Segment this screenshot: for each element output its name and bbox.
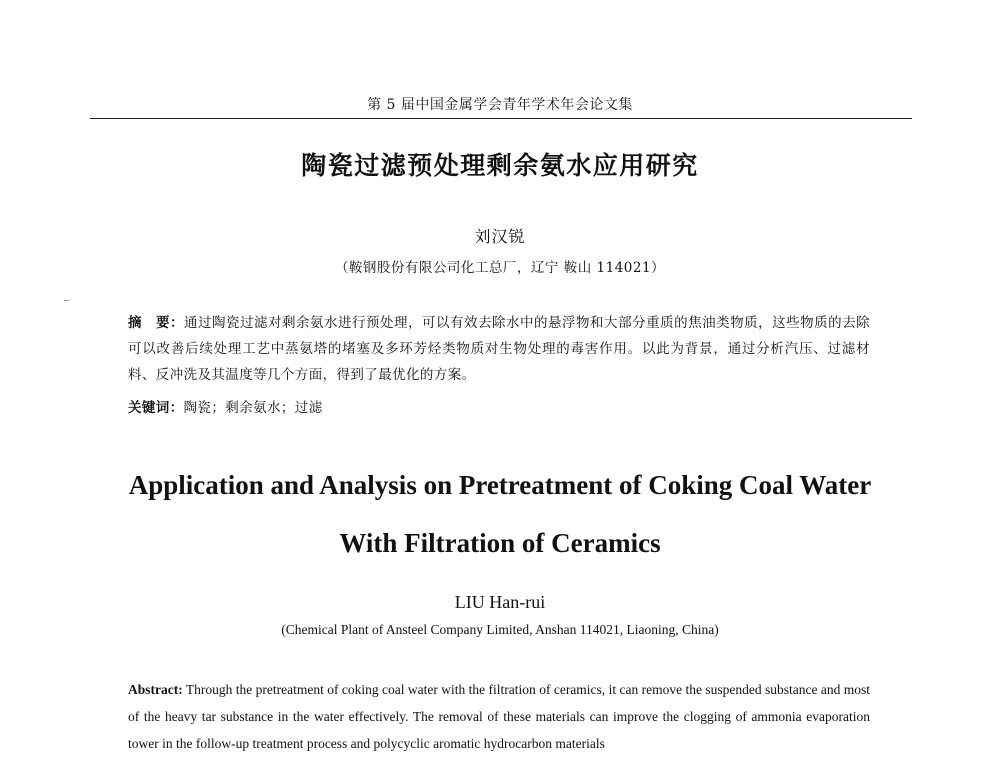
- chinese-abstract-label: 摘 要：: [128, 315, 185, 331]
- chinese-abstract-text: 通过陶瓷过滤对剩余氨水进行预处理，可以有效去除水中的悬浮物和大部分重质的焦油类物质，这些物质的去除可以改善后续处理工艺中蒸氨塔的堵塞及多环芳烃类物质对生物处理的毒害作用。以此为背景，通过分析汽压、过滤材料、反冲洗及其温度等几个方面，得到了最优化的方案。: [128, 315, 870, 383]
- running-header: 第 5 届中国金属学会青年学术年会论文集: [367, 97, 633, 113]
- english-title-line-1: Application and Analysis on Pretreatment of Coking Coal Water: [128, 470, 872, 500]
- english-affiliation: (Chemical Plant of Ansteel Company Limited, Anshan 114021, Liaoning, China): [281, 622, 719, 637]
- english-title: [0, 456, 1000, 572]
- chinese-abstract: [128, 310, 870, 388]
- chinese-keywords-label: 关键词：: [128, 400, 184, 416]
- chinese-author: 刘汉锐: [474, 227, 526, 246]
- english-abstract-label: Abstract:: [128, 682, 183, 697]
- header-divider: [90, 118, 912, 119]
- chinese-title: 陶瓷过滤预处理剩余氨水应用研究: [301, 151, 699, 180]
- english-author: LIU Han-rui: [454, 592, 546, 612]
- scan-artifact: [64, 300, 69, 301]
- chinese-affiliation: （鞍钢股份有限公司化工总厂，辽宁 鞍山 114021）: [334, 260, 666, 276]
- english-abstract: [128, 676, 870, 757]
- english-title-line-2: With Filtration of Ceramics: [339, 528, 661, 558]
- english-abstract-text: Through the pretreatment of coking coal water with the filtration of ceramics, it can remove the suspended substance and most of the heavy tar substance in the water effectively. The removal of these materials can improve the clogging of ammonia evaporation tower in the follow-up treatment process and polycyclic aromatic hydrocarbon materials: [128, 682, 870, 751]
- chinese-keywords-text: 陶瓷；剩余氨水；过滤: [183, 400, 323, 416]
- chinese-keywords: [128, 395, 870, 421]
